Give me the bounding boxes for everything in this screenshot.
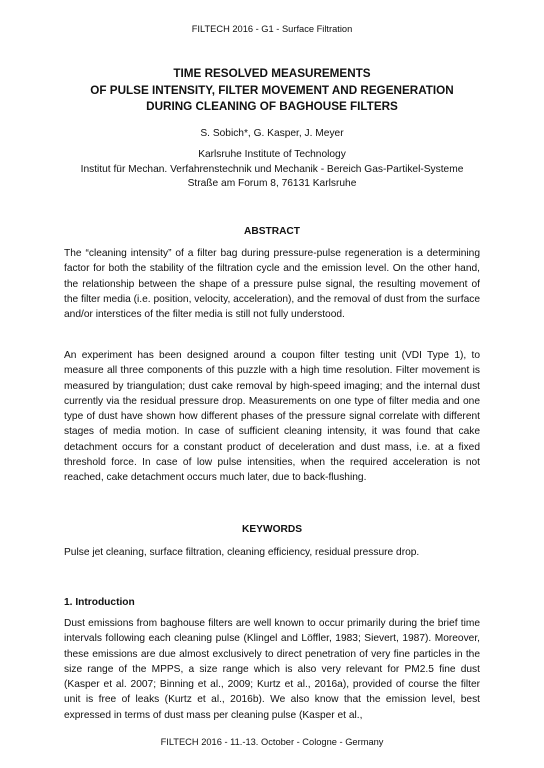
keywords-heading: KEYWORDS <box>242 524 302 535</box>
page-footer: FILTECH 2016 - 11.-13. October - Cologne - Germany <box>160 737 384 747</box>
title-line: OF PULSE INTENSITY, FILTER MOVEMENT AND REGENERATION <box>90 83 454 97</box>
affiliation-line: Institut für Mechan. Verfahrenstechnik und Mechanik - Bereich Gas-Partikel-Systeme <box>80 163 464 175</box>
keywords-text: Pulse jet cleaning, surface filtration, cleaning efficiency, residual pressure drop. <box>64 547 420 558</box>
title-line: TIME RESOLVED MEASUREMENTS <box>173 67 371 80</box>
authors: S. Sobich*, G. Kasper, J. Meyer <box>200 128 344 139</box>
paper-title <box>40 66 504 116</box>
abstract-paragraph: An experiment has been designed around a coupon filter testing unit (VDI Type 1), to measure all three components of this puzzle with a high time resolution. Filter movement is measured by triangulation; dust cake removal by high-speed imaging; and the internal dust currently via the residual pressure drop. Measurements on one type of filter media and one type of dust have shown how different phases of the pressure signal correlate with different stages of media motion. In case of sufficient cleaning intensity, it was found that cake detachment occurs for a constant product of deceleration and dust mass, i.e. at a fixed threshold force. In case of low pulse intensities, when the required acceleration is not reached, cake detachment occurs much later, due to back-flushing. <box>64 350 480 484</box>
title-line: DURING CLEANING OF BAGHOUSE FILTERS <box>146 100 398 113</box>
affiliation-line: Straße am Forum 8, 76131 Karlsruhe <box>187 178 357 189</box>
abstract-heading: ABSTRACT <box>243 226 301 237</box>
introduction-paragraph: Dust emissions from baghouse filters are well known to occur primarily during the brief time intervals following each cleaning pulse (Klingel and Löffler, 1983; Sievert, 1987). Moreover, these emissions are due almost exclusively to direct penetration of very fine particles in the size range of the MPPS, a size range which is also very relevant for PM2.5 fine dust (Kasper et al. 2007; Binning et al., 2009; Kurtz et al., 2016a), provided of course the filter unit is free of leaks (Kurtz et al., 2016b). We also know that the emission level, best expressed in terms of dust mass per cleaning pulse (Kasper et al., <box>64 618 480 721</box>
affiliation-line: Karlsruhe Institute of Technology <box>198 149 346 160</box>
page-header: FILTECH 2016 - G1 - Surface Filtration <box>191 24 353 34</box>
introduction-heading: 1. Introduction <box>64 597 135 608</box>
abstract-paragraph: The “cleaning intensity” of a filter bag during pressure-pulse regeneration is a determining factor for both the stability of the filtration cycle and the emission level. On the other hand, the relationship between the shape of a pressure pulse signal, the resulting movement of the filter media (i.e. position, velocity, acceleration), and the removal of dust from the surface and/or interstices of the filter media is still not fully understood. <box>64 248 480 321</box>
affiliation <box>40 148 504 192</box>
